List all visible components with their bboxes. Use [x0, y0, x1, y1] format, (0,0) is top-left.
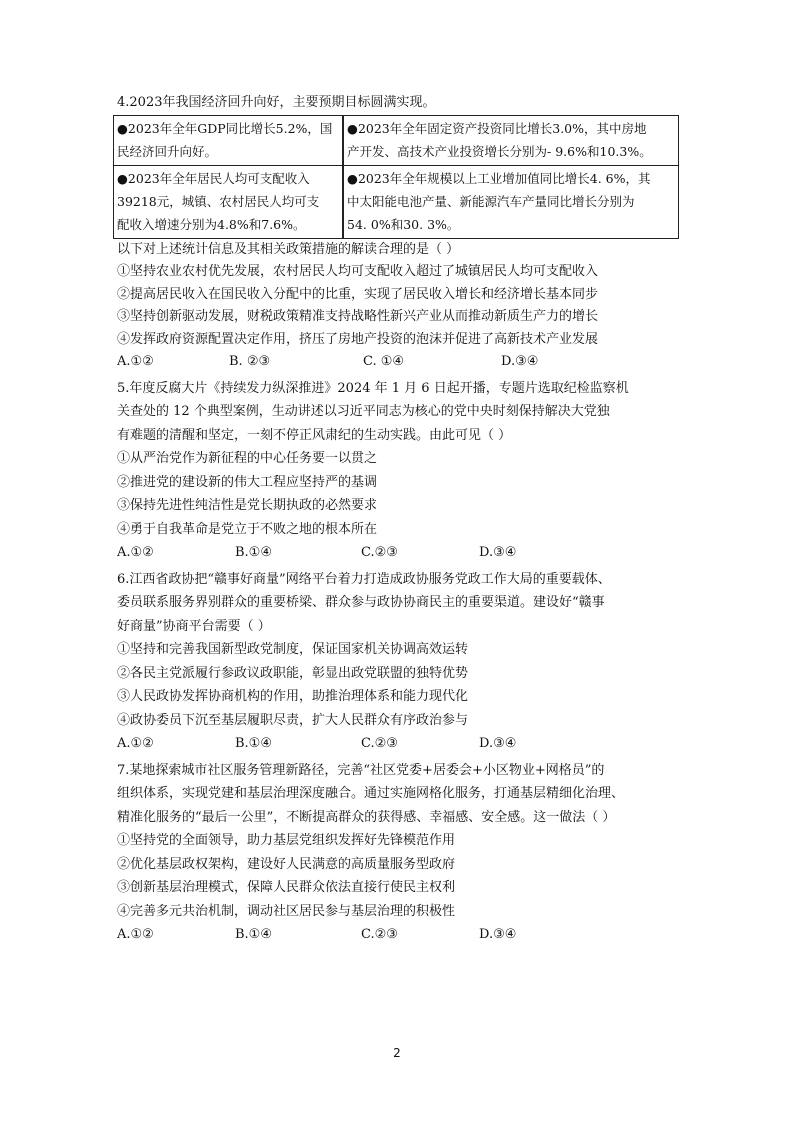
- q4-stats-table: [113, 115, 679, 239]
- q5-stem-line: 5.年度反腐大片《持续发力纵深推进》2024 年 1 月 6 日起开播，专题片选取纪检监察机: [117, 380, 629, 396]
- q5-item-2: ②推进党的建设新的伟大工程应坚持严的基调: [117, 474, 378, 490]
- q7-item-3: ③创新基层治理模式，保障人民群众依法直接行使民主权利: [117, 880, 456, 895]
- page-number: 2: [393, 1046, 401, 1060]
- question-4: [117, 92, 683, 374]
- question-7: [117, 759, 683, 947]
- option-a[interactable]: A.①②: [117, 354, 154, 369]
- q6-item-2: ②各民主党派履行参政议政职能，彰显出政党联盟的独特优势: [117, 665, 469, 681]
- q6-item-4: ④政协委员下沉至基层履职尽责，扩大人民群众有序政治参与: [117, 712, 469, 728]
- option-a[interactable]: A.①②: [117, 736, 154, 751]
- cell-line: 39218元，城镇、农村居民人均可支: [117, 193, 320, 209]
- option-a[interactable]: A.①②: [117, 545, 154, 560]
- q4-prompt: 以下对上述统计信息及其相关政策措施的解读合理的是（ ）: [117, 241, 460, 257]
- q4-item-4: ④发挥政府资源配置决定作用，挤压了房地产投资的泡沫并促进了高新技术产业发展: [117, 331, 599, 347]
- q5-stem-line: 关查处的 12 个典型案例，生动讲述以习近平同志为核心的党中央时刻保持解决大党独: [117, 404, 610, 419]
- option-b[interactable]: B.①④: [235, 736, 272, 751]
- option-d[interactable]: D.③④: [501, 354, 539, 369]
- option-b[interactable]: B. ②③: [229, 354, 271, 369]
- table-cell-investment: [343, 115, 678, 165]
- cell-line: ●2023年全年居民人均可支配收入: [117, 170, 310, 186]
- option-c[interactable]: C.②③: [361, 927, 398, 942]
- option-b[interactable]: B.①④: [235, 927, 272, 942]
- q4-item-1: ①坚持农业农村优先发展，农村居民人均可支配收入超过了城镇居民人均可支配收入: [117, 264, 599, 279]
- option-d[interactable]: D.③④: [479, 927, 517, 942]
- option-b[interactable]: B.①④: [235, 545, 272, 560]
- q7-stem-line: 组织体系，实现党建和基层治理深度融合。通过实施网格化服务，打通基层精细化治理、: [117, 786, 625, 801]
- option-c[interactable]: C.②③: [361, 736, 398, 751]
- option-a[interactable]: A.①②: [117, 927, 154, 942]
- question-6: [117, 568, 683, 756]
- q4-stem: 4.2023年我国经济回升向好，主要预期目标圆满实现。: [117, 95, 436, 110]
- q6-stem-line: 6.江西省政协把“赣事好商量”网络平台着力打造成政协服务党政工作大局的重要载体、: [117, 571, 611, 587]
- table-cell-gdp: [114, 115, 344, 165]
- cell-line: 配收入增速分别为4.8%和7.6%。: [117, 216, 306, 232]
- q5-stem-line: 有难题的清醒和坚定，一刻不停正风肃纪的生动实践。由此可见（ ）: [117, 427, 512, 443]
- table-cell-industry: [343, 165, 678, 238]
- q6-options: [117, 732, 683, 756]
- q6-stem-line: 委员联系服务界别群众的重要桥梁、群众参与政协协商民主的重要渠道。建设好“赣事: [117, 595, 605, 610]
- cell-line: 民经济回升向好。: [117, 143, 218, 159]
- q6-stem-line: 好商量”协商平台需要（ ）: [117, 618, 271, 634]
- option-c[interactable]: C. ①④: [363, 354, 405, 369]
- q5-item-1: ①从严治党作为新征程的中心任务要一以贯之: [117, 451, 378, 466]
- q4-options: [117, 351, 683, 374]
- q7-options: [117, 923, 683, 947]
- table-row: [114, 165, 679, 238]
- q7-stem-line: 7.某地探索城市社区服务管理新路径，完善“社区党委+居委会+小区物业+网格员”的: [117, 762, 605, 778]
- q7-stem-line: 精准化服务的“最后一公里”，不断提高群众的获得感、幸福感、安全感。这一做法（ ）: [117, 809, 616, 825]
- q5-item-4: ④勇于自我革命是党立于不败之地的根本所在: [117, 521, 378, 537]
- table-cell-income: [114, 165, 344, 238]
- option-d[interactable]: D.③④: [479, 736, 517, 751]
- q5-options: [117, 541, 683, 565]
- q7-item-4: ④完善多元共治机制，调动社区居民参与基层治理的积极性: [117, 903, 456, 919]
- cell-line: 54. 0%和30. 3%。: [347, 216, 460, 232]
- q5-item-3: ③保持先进性纯洁性是党长期执政的必然要求: [117, 498, 378, 513]
- option-c[interactable]: C.②③: [361, 545, 398, 560]
- cell-line: ●2023年全年规模以上工业增加值同比增长4. 6%，其: [347, 170, 651, 186]
- q6-item-1: ①坚持和完善我国新型政党制度，保证国家机关协调高效运转: [117, 642, 469, 657]
- q7-item-2: ②优化基层政权架构，建设好人民满意的高质量服务型政府: [117, 856, 456, 872]
- cell-line: 产开发、高技术产业投资增长分别为- 9.6%和10.3%。: [347, 143, 652, 159]
- question-5: [117, 377, 683, 565]
- option-d[interactable]: D.③④: [479, 545, 517, 560]
- q4-item-2: ②提高居民收入在国民收入分配中的比重，实现了居民收入增长和经济增长基本同步: [117, 286, 599, 302]
- q6-item-3: ③人民政协发挥协商机构的作用，助推治理体系和能力现代化: [117, 689, 469, 704]
- cell-line: ●2023年全年GDP同比增长5.2%，国: [117, 120, 333, 136]
- page-content: [117, 92, 683, 947]
- table-row: [114, 115, 679, 165]
- cell-line: ●2023年全年固定资产投资同比增长3.0%，其中房地: [347, 120, 647, 136]
- q4-item-3: ③坚持创新驱动发展，财税政策精准支持战略性新兴产业从而推动新质生产力的增长: [117, 309, 599, 324]
- q7-item-1: ①坚持党的全面领导，助力基层党组织发挥好先锋模范作用: [117, 833, 456, 848]
- cell-line: 中太阳能电池产量、新能源汽车产量同比增长分别为: [347, 193, 635, 209]
